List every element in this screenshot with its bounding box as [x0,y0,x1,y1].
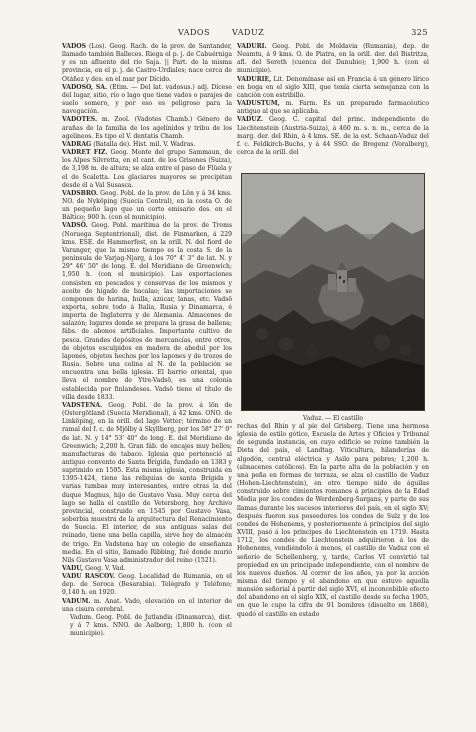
right-column [237,43,429,693]
entry-vadurie [237,76,429,100]
definition: (Batalla de). Hist. mil. V. Wadras. [91,140,196,148]
headword: VADURIE, [237,75,272,83]
left-column [62,43,232,693]
definition: rechas del Rhin y al pie del Grisberg. Tiene una hermosa iglesia de estilo gótico, Escuela de Artes y Oficios y Tribunal de segunda instancia, en cuyo edificio se reúne también la Dieta del país, el Landtag. Viticultura, hilanderías de algodón, central eléctrica y Asilo para pobres; 1,200 h. (almacenes católicos). En la parte alta de la población y en una peña en formas de terraza, se alza el castillo de Vaduz (Hohen-Liechtenstein), en otro tiempo nido de águilas construido sobre cimientos romanos á principios de la Edad Media por los condes de Werdenberg-Sargans, y parte de sus llamas durante los sucesos interiores del país, en el siglo XV; después fueron sus poseedores los condes de Sulz y de los condes de Hohenems, y posteriormente á principios del siglo XVIII, pasó á los príncipes de Liechtenstein en 1719. Hasta 1712, los condes de Liechtenstein adquirieron á los de Hohenems, vendiéndolo á menos, el castillo de Vaduz con el señorío de Schellenberg, y, tarde, Carlos VI convirtió tal propiedad en un principado independiente, con el nombre de los nuevos dueños. Al correr de los años, ya por la acción misma del tiempo y el abandono en que estuvo aquella mansión señorial á partir del siglo XVI, el inconcebible efecto del abandono en el siglo XIX, el castillo desde su fecha 1905, en que le cupo la cifra de 91 bombres (disuelto en 1868), quedó el castillo en estado [237,423,429,618]
headword: VADRAG [62,140,92,148]
definition: Geog. Pobl. de Moldavia (Rumania), dep. de Neamtu, á 9 kms. O. de Piatra, en la orill. der. del Bistritza, afl. del Sereth (cuenca del Danubio); 1,900 h. (con el municipio). [237,43,429,75]
headword: VADURI. [237,43,267,50]
entry-vados [62,43,232,84]
definition: Vadum. Geog. Pobl. de Jutlandia (Dinamarca), dist. y á 7 kms. NNO. de Aalborg; 1,800 h. (con el municipio). [70,613,232,638]
definition: Geog. C. capital del princ. independiente de Liechtenstein (Austria-Suiza), á 460 m. s. n. m., cerca de la marg. der. del Rhin, á 4 kms. SE. de la est. Schaan-Vaduz del f. c. Feldkirch-Buchs, y á 44 SSO. de Bregenz (Voralberg), cerca de la orill. del [237,116,429,157]
definition: Geog. Pobl. de la prov. de Lön y á 34 kms. NO. de Nyköping (Suecia Central), en la costa O. de un pequeño lago que un corto emisario des. en el Báltico; 900 h. (con el municipio). [62,189,232,222]
entry-vadum [62,598,232,614]
definition: (Los). Geog. Rach. de la prov. de Santander, llamado también Balleces. Riega el p. j. de Cabuérniga y es un afluente del río Saja. || Part. de la misma provincia, en el p. j. de Castro-Urdiales; nace cerca de Otáñez y des. en el mar por Dícido. [62,43,232,83]
figure-caption: Vaduz. — El castillo [303,415,363,422]
definition: Geog. Pobl. marítima de la prov. de Troms (Noruega Septentrional), dist. de Finmarken, á 229 kms. ESE. de Hammerfest, en la orill. N. del fiord de Varanger, que la mismo tiempo es la costa S. de la península de Varjag-Njarg, á los 70° 4' 3" de lat. N. y 29° 46' 50" de long. E. del Meridiano de Greenwich; 1,950 h. (con el municipio). Las exportaciones consisten en pescados y conservas de los mismos y aceite de hígado de bacalao; las importaciones se componen de harina, hulla, azúcar, lanas, etc. Vadsö exporta, sobre todo á Italia, Rusia y Dinamarca, é importa de Inglaterra y de Alemania. Almacenes de salazón; lugares donde se prepara la grasa de ballena; fábs. de abonos artificiales. Importante cultivo de pesca. Grandes depósitos de mercancías, entre otros, de objetos esculpidos en madera de abedul por los lapones, objetos hechos por los lapones y de trozos de Rusia. Sobre una colina al N. de la población se encuentra una bella iglesia. El barrio oriental, que lleva el nombre de Ytre-Vadsö, es una colonia establecida por finlandeses. Vadsö tiene el título de villa desde 1833. [62,222,232,401]
entry-vaduz-continued [237,423,429,619]
definition: m. Anat. Vado, elevación en el interior de una cisura cerebral. [62,597,232,613]
entry-vadret-fiz [62,149,232,190]
headword: VADU, [62,565,84,572]
entry-vadustum [237,100,429,116]
definition: (Etim. — Del lat. vadosus.) adj. Dícese del lugar, sitio, río o lago que tiene vados o parajes de suelo somero, y por eso es peligroso para la navegación. [62,83,232,116]
entry-vadu [62,565,232,573]
page-number: 325 [411,28,428,37]
entry-vadum-geog [70,614,232,638]
castle-illustration [242,174,425,411]
headword: VADSÖ. [62,222,88,230]
headword: VADOTES. [62,116,98,124]
definition: Lit. Denomínase así en Francia á un género lírico en boga en el siglo XIII, que tenía cierta semejanza con la canción con estribillo. [237,75,429,99]
definition: Geog. Pobl. de la prov. á lön de (Ostergötland (Suecia Meridional), á 42 kms. ONO. de Linköping, en la orill. del lago Vetter; término de un ramal del f. c. de Mjölby á Skyllberg, por los 58° 27' 0" de lat. N. y 14° 53' 40" de long. E. del Meridiano de Greenwich; 2,200 h. Gran fáb. de encajes muy bellos; manufacturas de tabaco. Iglesia que perteneció al antiguo convento de Santa Brígida, fundado en 1383 y suprimido en 1595. Esta misma iglesia, construida en 1395-1424, tiene las reliquias de santa Brígida y varias tumbas muy interesantes, entre otras la del duque Magnus, hijo de Gustavo Vasa. Muy cerca del lago se halla el castillo de Vetersborg, hoy Archivo provincial, construido en 1545 por Gustavo Vasa, soberbia muestra de la arquitectura del Renacimiento de Suecia. El interior, de sus antiguas salas del reinado, tiene una bella capilla, sirve hoy de almacén de trigo. En Vadstena hay un colegio de enseñanza media. En el sitio, llamado Ribbing, fué donde murió Nils Gustavo Vasa administrador del reino (1521). [62,401,232,564]
header-left-word: VADOS [178,28,210,37]
entry-vadotes [62,116,232,140]
definition: Geog. V. Vad. [83,565,126,572]
right-column-top [237,43,429,169]
right-column-bottom [237,423,429,693]
headword: VADSTENA. [62,401,103,409]
entry-vadrag [62,141,232,149]
headword: VADOS [62,43,86,50]
headword: VADUSTUM, [237,100,280,108]
entry-vadoso [62,84,232,117]
entry-vadstena [62,402,232,565]
entry-vaduri [237,43,429,76]
page-header [0,28,476,40]
header-mid-word: VADUZ [232,28,265,37]
headword: VADUZ. [237,116,264,124]
headword: VADOSO, SA. [62,83,108,91]
castle-figure [241,173,425,421]
definition: m. Farm. Es un preparado farmacéutico antiguo al que se aplicaba. [237,100,429,116]
headword: VADSBRO. [62,189,98,197]
headword: VADRET FIZ. [62,149,108,157]
headword: VADU RASCOV. [62,573,115,581]
entry-vadso [62,222,232,401]
entry-vadsbro [62,190,232,223]
headword: VADUM. [62,597,91,605]
entry-vaduz [237,116,429,157]
entry-vadu-rascov [62,573,232,597]
castle-photo [241,173,425,411]
definition: Geog. Localidad de Rumania, en el dep. de Soroca (Besarabia). Telégrafo y Teléfono; 9,140 h. en 1920. [62,573,232,597]
definition: m. Zool. (Vadotes Chamb.) Género de arañas de la familia de los agelínidos y tribu de los agelíneos. Es tipo el V. dentatis Chamb. [62,116,232,140]
definition: Geog. Monte del grupo Sammaun, de los Alpes Silvretta, en el cant. de los Grisones (Suiza), de 3,198 m. de altura; se alza entre el paso de Flüela y el de Scaletta. Los glaciares mayores se precipitan desde él a Val Susasca. [62,149,232,189]
